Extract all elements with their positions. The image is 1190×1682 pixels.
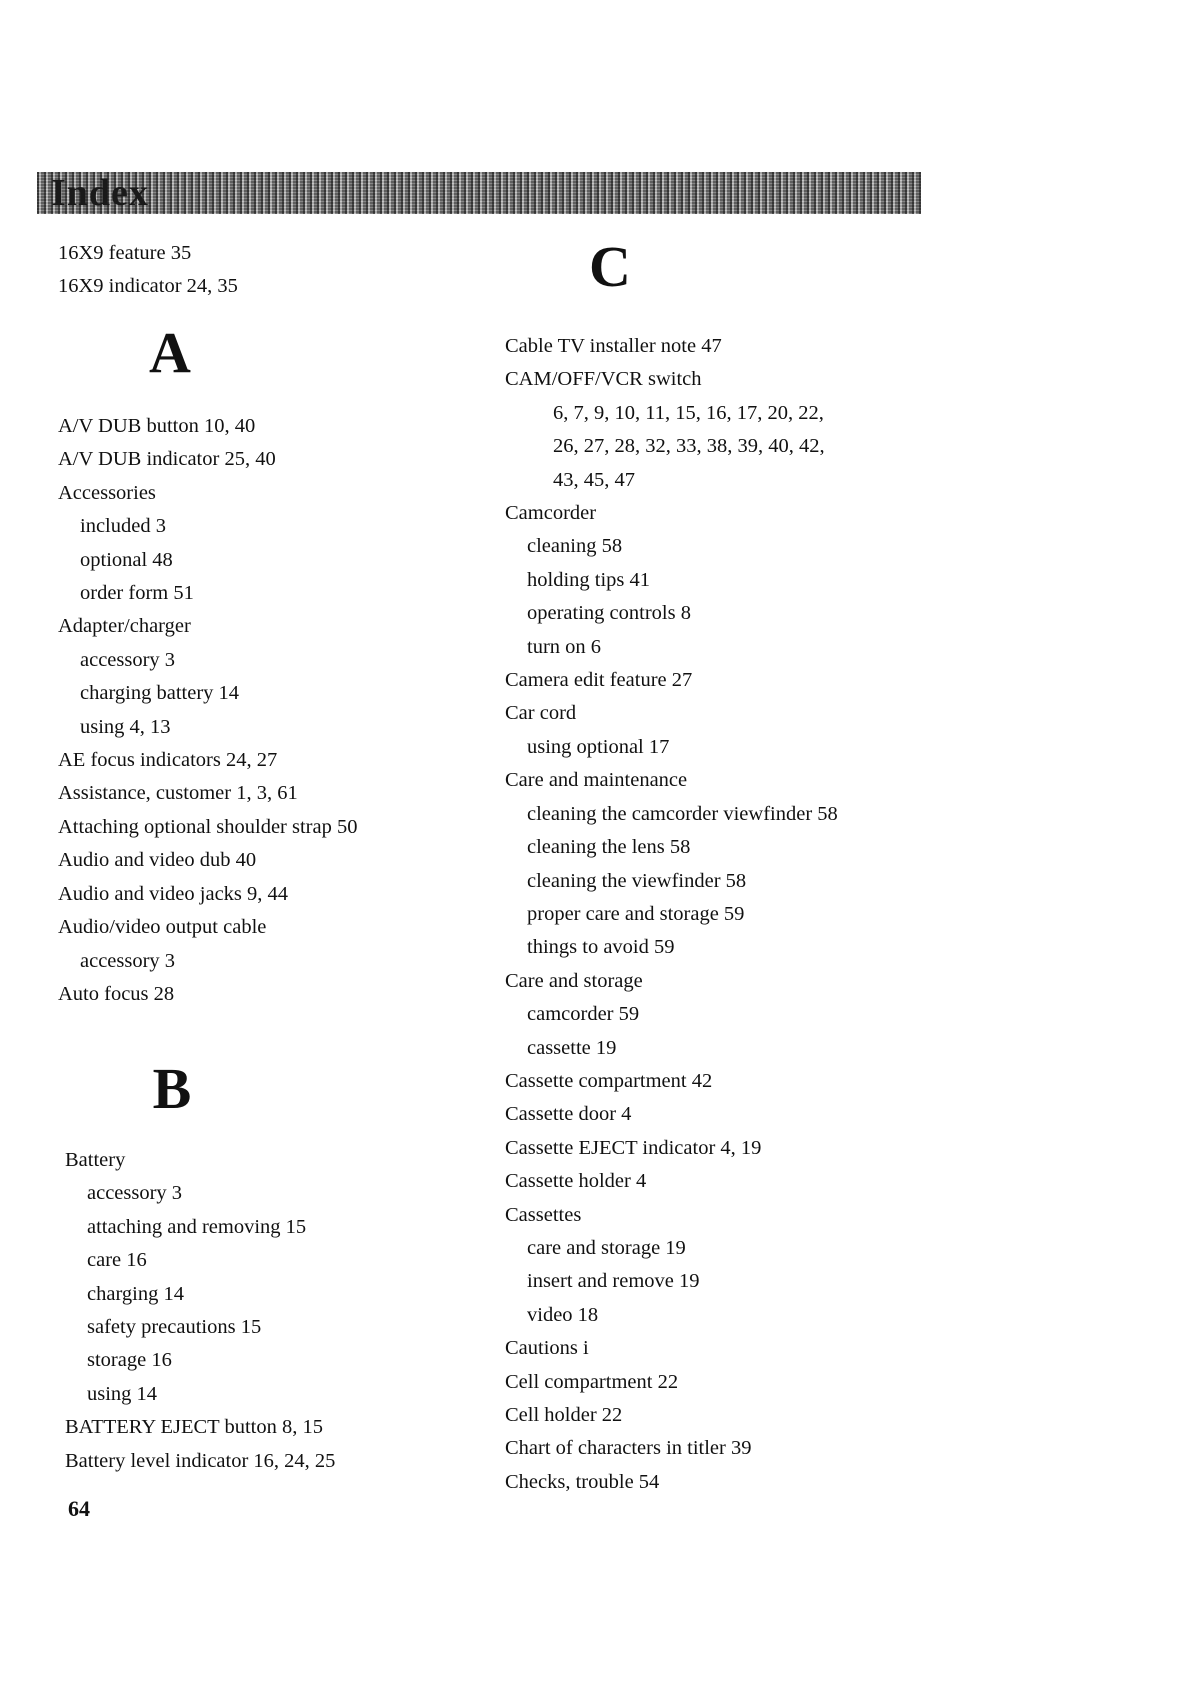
index-entry: Care and storage: [505, 969, 643, 992]
index-subentry: cleaning 58: [527, 535, 623, 558]
index-entry: Cassettes: [505, 1203, 582, 1226]
index-page-list: 26, 27, 28, 32, 33, 38, 39, 40, 42,: [553, 435, 825, 458]
index-entry: Cable TV installer note 47: [505, 335, 722, 357]
index-entry: Camcorder: [505, 502, 597, 525]
index-subentry: cleaning the camcorder viewfinder 58: [527, 802, 838, 825]
index-subentry: attaching and removing 15: [87, 1215, 307, 1238]
index-entry: Auto focus 28: [58, 982, 175, 1005]
index-entry: Cell compartment 22: [505, 1370, 679, 1393]
index-subentry: care and storage 19: [527, 1236, 686, 1259]
index-subentry: included 3: [80, 515, 166, 538]
index-header-banner: [37, 172, 921, 214]
index-subentry: video 18: [527, 1303, 599, 1326]
index-subentry: accessory 3: [80, 949, 176, 972]
index-entry: Cassette EJECT indicator 4, 19: [505, 1136, 762, 1159]
index-subentry: camcorder 59: [527, 1003, 640, 1026]
page-number: 64: [68, 1496, 90, 1521]
index-subentry: cleaning the lens 58: [527, 836, 691, 859]
index-entry: Cell holder 22: [505, 1404, 623, 1426]
index-subentry: charging battery 14: [80, 682, 240, 705]
index-entry: Accessories: [58, 481, 156, 504]
index-entry: AE focus indicators 24, 27: [58, 749, 278, 772]
index-entry: A/V DUB indicator 25, 40: [58, 448, 276, 471]
index-subentry: accessory 3: [87, 1182, 183, 1205]
index-subentry: things to avoid 59: [527, 936, 675, 959]
index-entry: Audio/video output cable: [58, 916, 267, 939]
index-entry: Attaching optional shoulder strap 50: [58, 815, 358, 838]
index-subentry: proper care and storage 59: [527, 902, 745, 925]
index-entry: BATTERY EJECT button 8, 15: [65, 1416, 323, 1439]
index-subentry: cassette 19: [527, 1036, 617, 1059]
index-entry: Audio and video dub 40: [58, 849, 257, 872]
index-subentry: order form 51: [80, 582, 194, 605]
index-subentry: storage 16: [87, 1349, 172, 1372]
index-section-a: [58, 410, 498, 1011]
index-entry: CAM/OFF/VCR switch: [505, 368, 702, 391]
index-entry: Cassette holder 4: [505, 1170, 647, 1193]
index-subentry: care 16: [87, 1249, 147, 1272]
index-entry: Camera edit feature 27: [505, 669, 693, 692]
index-subentry: using 14: [87, 1382, 158, 1405]
index-entry: Audio and video jacks 9, 44: [58, 882, 289, 905]
index-subentry: using optional 17: [527, 735, 670, 758]
index-entry: Battery: [65, 1149, 126, 1171]
index-entry: A/V DUB button 10, 40: [58, 415, 256, 437]
section-letter-a: A: [149, 320, 191, 385]
index-page-list: 6, 7, 9, 10, 11, 15, 16, 17, 20, 22,: [553, 401, 824, 424]
page-title: Index: [51, 172, 149, 214]
index-entry: Cautions i: [505, 1337, 589, 1360]
index-subentry: turn on 6: [527, 635, 602, 658]
index-subentry: optional 48: [80, 548, 173, 571]
index-subentry: accessory 3: [80, 648, 176, 671]
index-subentry: operating controls 8: [527, 602, 691, 625]
index-section-b: [65, 1144, 505, 1478]
section-letter-c: C: [589, 234, 631, 299]
index-subentry: charging 14: [87, 1282, 184, 1305]
index-entry: 16X9 feature 35: [58, 242, 192, 264]
index-subentry: holding tips 41: [527, 568, 651, 591]
index-entry: Adapter/charger: [58, 615, 191, 638]
index-subentry: insert and remove 19: [527, 1270, 700, 1293]
index-entry: Checks, trouble 54: [505, 1470, 660, 1493]
index-page-list: 43, 45, 47: [553, 468, 635, 491]
index-entry: Car cord: [505, 702, 577, 725]
index-subentry: cleaning the viewfinder 58: [527, 869, 747, 892]
index-column-left: [58, 237, 498, 304]
index-entry: Cassette door 4: [505, 1103, 632, 1126]
index-entry: 16X9 indicator 24, 35: [58, 275, 238, 298]
index-entry: Chart of characters in titler 39: [505, 1437, 752, 1460]
index-entry: Battery level indicator 16, 24, 25: [65, 1449, 336, 1472]
index-section-c: [505, 330, 965, 1499]
index-subentry: safety precautions 15: [87, 1316, 262, 1339]
index-entry: Assistance, customer 1, 3, 61: [58, 782, 298, 805]
index-entry: Cassette compartment 42: [505, 1069, 713, 1092]
section-letter-b: B: [152, 1056, 192, 1121]
index-entry: Care and maintenance: [505, 769, 688, 792]
index-subentry: using 4, 13: [80, 715, 171, 738]
